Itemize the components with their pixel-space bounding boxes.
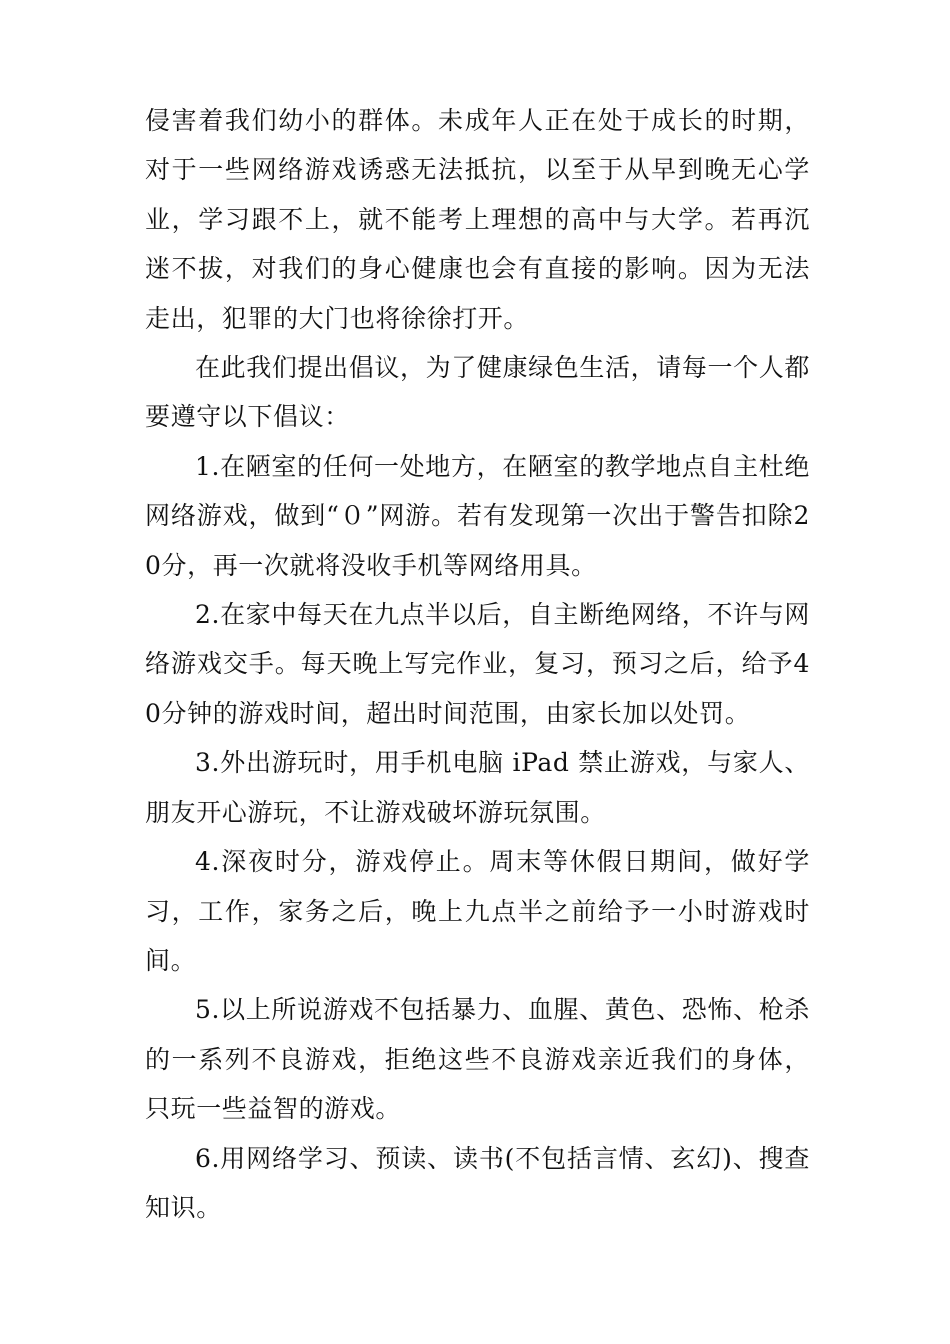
- paragraph-proposal-intro: 在此我们提出倡议，为了健康绿色生活，请每一个人都要遵守以下倡议：: [145, 353, 810, 432]
- paragraph-continuation: 侵害着我们幼小的群体。未成年人正在处于成长的时期，对于一些网络游戏诱惑无法抵抗，以至于从早到晚无心学业，学习跟不上，就不能考上理想的高中与大学。若再沉迷不拔，对我们的身心健康也会有直接的影响。因为无法走出，犯罪的大门也将徐徐打开。: [145, 106, 810, 333]
- document-body: [145, 96, 810, 1232]
- proposal-item-1: 1.在陋室的任何一处地方，在陋室的教学地点自主杜绝网络游戏，做到“０”网游。若有发现第一次出于警告扣除20分，再一次就将没收手机等网络用具。: [145, 451, 810, 580]
- proposal-item-6: 6.用网络学习、预读、读书(不包括言情、玄幻)、搜查知识。: [145, 1143, 810, 1222]
- proposal-item-3: 3.外出游玩时，用手机电脑 iPad 禁止游戏，与家人、朋友开心游玩，不让游戏破坏游玩氛围。: [145, 748, 810, 827]
- proposal-item-4: 4.深夜时分，游戏停止。周末等休假日期间，做好学习，工作，家务之后，晚上九点半之前给予一小时游戏时间。: [145, 847, 810, 975]
- proposal-item-2: 2.在家中每天在九点半以后，自主断绝网络，不许与网络游戏交手。每天晚上写完作业，复习，预习之后，给予40分钟的游戏时间，超出时间范围，由家长加以处罚。: [145, 600, 810, 728]
- proposal-item-5: 5.以上所说游戏不包括暴力、血腥、黄色、恐怖、枪杀的一系列不良游戏，拒绝这些不良游戏亲近我们的身体，只玩一些益智的游戏。: [145, 995, 810, 1124]
